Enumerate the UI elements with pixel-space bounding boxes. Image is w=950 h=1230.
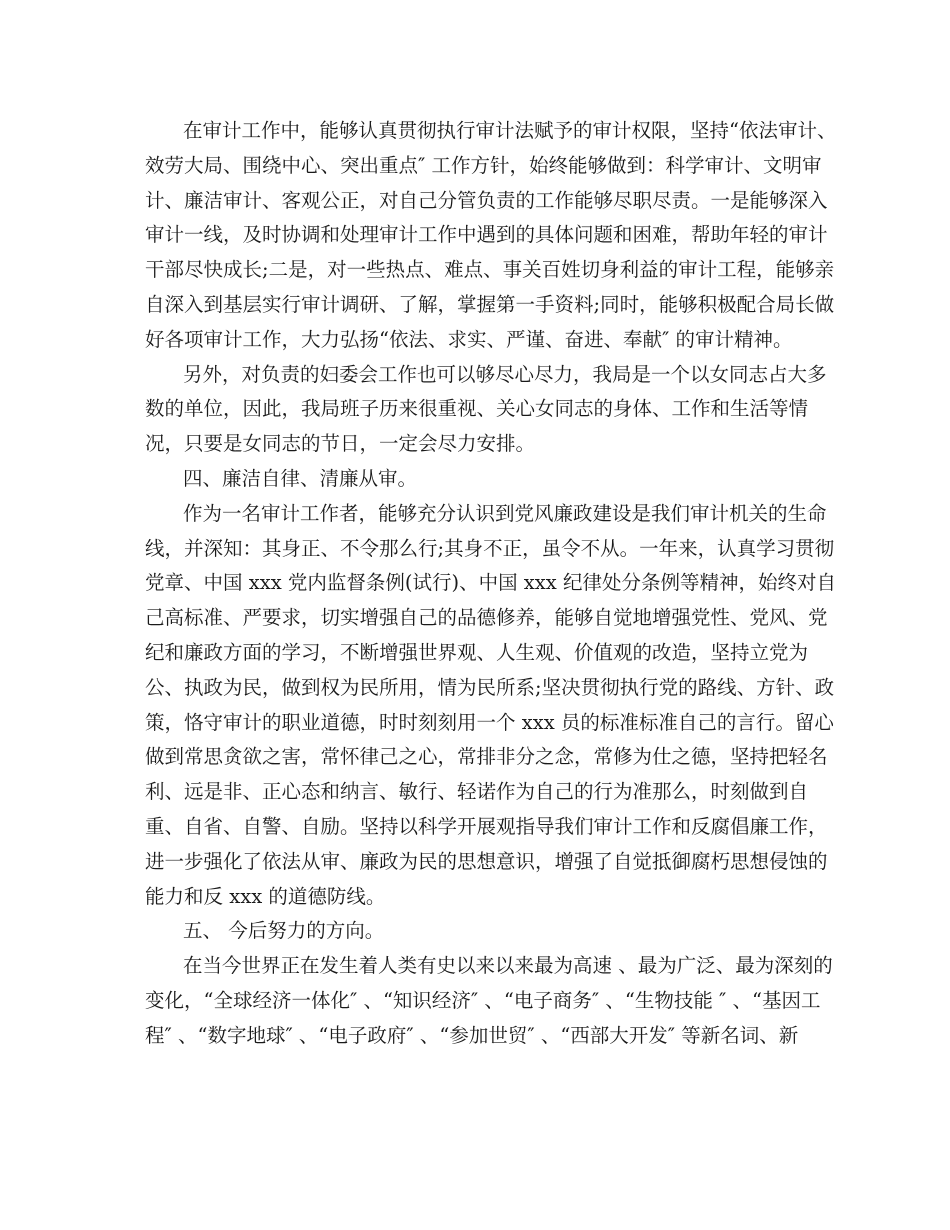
text-line: 数的单位，因此，我局班子历来很重视、关心女同志的身体、工作和生活等情 [145,397,809,421]
text-line: 能力和反 xxx 的道德防线。 [145,884,386,908]
text-line: 重、自省、自警、自励。坚持以科学开展观指导我们审计工作和反腐倡廉工作， [145,814,828,838]
text-line: 自深入到基层实行审计调研、了解，掌握第一手资料;同时，能够积极配合局长做 [145,292,835,316]
text-line: 己高标准、严要求，切实增强自己的品德修养，能够自觉地增强党性、党风、党 [145,606,828,630]
text-line: 况，只要是女同志的节日，一定会尽力安排。 [145,432,536,456]
text-line: 策，恪守审计的职业道德，时时刻刻用一个 xxx 员的标准标准自己的言行。留心 [145,710,834,734]
text-line: 公、执政为民，做到权为民所用，情为民所系;坚决贯彻执行党的路线、方针、政 [145,675,835,699]
document-body [145,114,837,1054]
text-line: 五、 今后努力的方向。 [183,919,385,943]
text-line: 变化，“全球经济一体化″ 、“知识经济″ 、“电子商务″ 、“生物技能 ″ 、“基因工 [145,988,821,1012]
text-line: 做到常思贪欲之害，常怀律己之心，常排非分之念，常修为仕之德，坚持把轻名 [145,745,828,769]
text-line: 另外，对负责的妇委会工作也可以够尽心尽力，我局是一个以女同志占大多 [183,362,827,386]
text-line: 纪和廉政方面的学习，不断增强世界观、人生观、价值观的改造，坚持立党为 [145,640,809,664]
text-line: 四、廉洁自律、清廉从审。 [183,466,418,490]
text-line: 干部尽快成长;二是，对一些热点、难点、事关百姓切身利益的审计工程，能够亲 [145,258,835,282]
text-line: 效劳大局、围绕中心、突出重点″ 工作方针，始终能够做到：科学审计、文明审 [145,153,822,177]
text-line: 作为一名审计工作者，能够充分认识到党风廉政建设是我们审计机关的生命 [183,501,827,525]
text-line: 在审计工作中，能够认真贯彻执行审计法赋予的审计权限，坚持“依法审计、 [183,119,837,142]
text-line: 计、廉洁审计、客观公正，对自己分管负责的工作能够尽职尽责。一是能够深入 [145,188,828,212]
text-line: 好各项审计工作，大力弘扬“依法、求实、严谨、奋进、奉献″ 的审计精神。 [145,327,793,351]
text-line: 线，并深知：其身正、不令那么行;其身不正，虽令不从。一年来，认真学习贯彻 [145,536,835,560]
text-line: 审计一线，及时协调和处理审计工作中遇到的具体问题和困难，帮助年轻的审计 [145,223,828,247]
text-line: 在当今世界正在发生着人类有史以来以来最为高速 、最为广泛、最为深刻的 [183,954,833,978]
text-line: 程″ 、“数字地球″ 、“电子政府″ 、“参加世贸″ 、“西部大开发″ 等新名词、新 [145,1023,799,1047]
text-line: 进一步强化了依法从审、廉政为民的思想意识，增强了自觉抵御腐朽思想侵蚀的 [145,849,828,873]
text-line: 利、远是非、正心态和纳言、敏行、轻诺作为自己的行为准那么，时刻做到自 [145,780,809,804]
text-line: 党章、中国 xxx 党内监督条例(试行)、中国 xxx 纪律处分条例等精神，始终对自 [145,571,836,595]
